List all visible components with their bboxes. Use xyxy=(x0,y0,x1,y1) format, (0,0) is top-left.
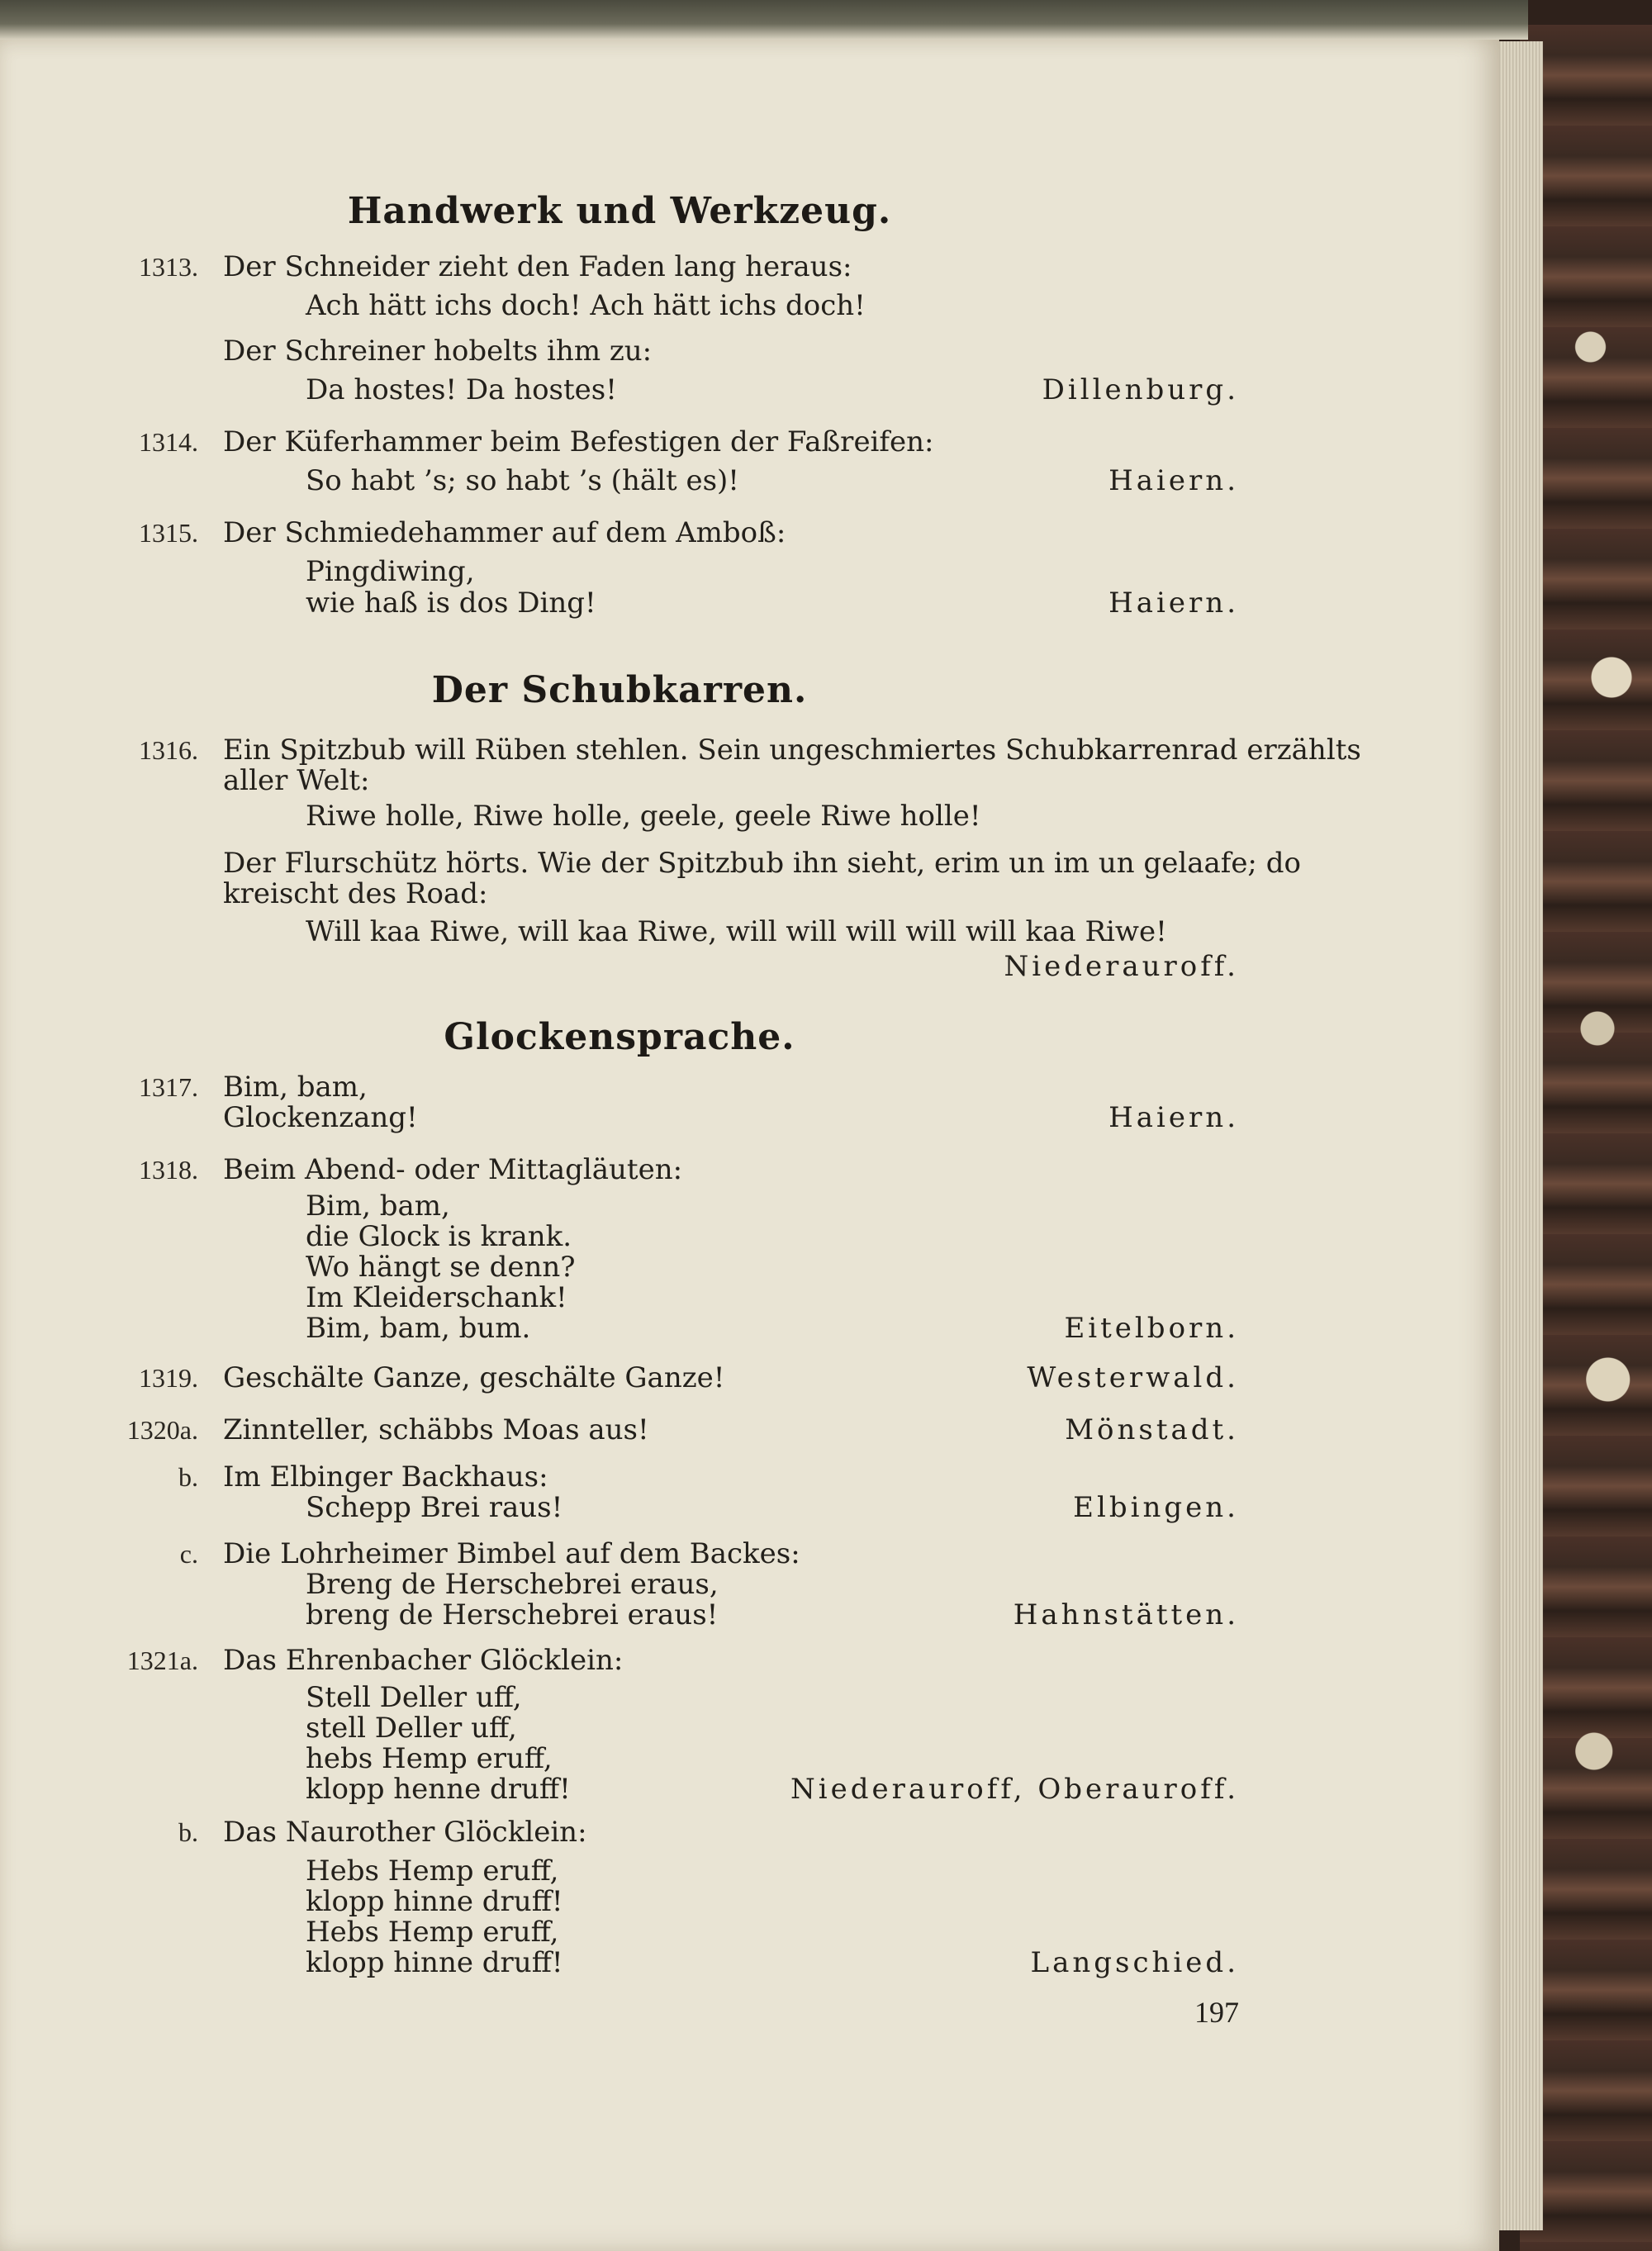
entry-line: die Glock is krank. xyxy=(306,1220,572,1253)
entry-line: Zinnteller, schäbbs Moas aus! xyxy=(223,1413,649,1446)
marbled-cover xyxy=(1569,99,1640,2164)
entry-line: klopp hinne druff! xyxy=(306,1885,563,1918)
place-name: Westerwald. xyxy=(1027,1361,1239,1394)
entry-line: Der Schneider zieht den Faden lang heraus: xyxy=(223,250,852,283)
place-name: Elbingen. xyxy=(1073,1491,1239,1524)
entry-number: 1318. xyxy=(139,1155,198,1185)
entry-number: 1320a. xyxy=(126,1415,198,1445)
entry-line: Bim, bam, bum. xyxy=(306,1312,531,1345)
entry-number: 1317. xyxy=(139,1072,198,1102)
entry-number: 1314. xyxy=(139,427,198,457)
entry-line: Die Lohrheimer Bimbel auf dem Backes: xyxy=(223,1537,800,1570)
entry-line: Will kaa Riwe, will kaa Riwe, will will will will will kaa Riwe! xyxy=(306,915,1167,948)
entry-line: Hebs Hemp eruff, xyxy=(306,1916,559,1949)
place-name: Haiern. xyxy=(1108,464,1239,497)
entry-line: klopp hinne druff! xyxy=(306,1946,563,1979)
entry-line: Geschälte Ganze, geschälte Ganze! xyxy=(223,1361,725,1394)
entry-line: Breng de Herschebrei eraus, xyxy=(306,1568,719,1601)
entry-line: Der Flurschütz hörts. Wie der Spitzbub ihn sieht, erim un im un gelaafe; do xyxy=(223,847,1301,880)
place-name: Hahnstätten. xyxy=(1013,1598,1239,1631)
place-name: Niederauroff. xyxy=(1004,950,1239,983)
entry-line: Das Naurother Glöcklein: xyxy=(223,1816,587,1849)
entry-line: Ach hätt ichs doch! Ach hätt ichs doch! xyxy=(306,289,866,322)
entry-line: Das Ehrenbacher Glöcklein: xyxy=(223,1644,624,1677)
entry-line: kreischt des Road: xyxy=(223,877,488,910)
entry-line: Schepp Brei raus! xyxy=(306,1491,563,1524)
place-name: Haiern. xyxy=(1108,1101,1239,1134)
entry-line: stell Deller uff, xyxy=(306,1712,517,1745)
entry-line: Wo hängt se denn? xyxy=(306,1251,576,1284)
entry-number: 1313. xyxy=(139,252,198,282)
entry-number: 1321a. xyxy=(126,1646,198,1675)
entry-line: Im Kleiderschank! xyxy=(306,1281,567,1314)
place-name: Eitelborn. xyxy=(1064,1312,1239,1345)
entry-line: Ein Spitzbub will Rüben stehlen. Sein ungeschmiertes Schubkarrenrad erzählts xyxy=(223,734,1361,767)
entry-line: Der Schreiner hobelts ihm zu: xyxy=(223,335,653,368)
entry-line: Im Elbinger Backhaus: xyxy=(223,1460,548,1494)
place-name: Langschied. xyxy=(1030,1946,1239,1979)
entry-number: c. xyxy=(179,1539,198,1569)
page-number: 197 xyxy=(1194,1996,1239,2029)
entry-number: 1316. xyxy=(139,735,198,765)
entry-number: 1319. xyxy=(139,1363,198,1393)
page-edges xyxy=(1493,41,1543,2230)
entry-line: Bim, bam, xyxy=(223,1071,368,1104)
entry-line: hebs Hemp eruff, xyxy=(306,1742,553,1775)
place-name: Haiern. xyxy=(1108,586,1239,620)
section-title: Der Schubkarren. xyxy=(431,669,808,711)
entry-line: wie haß is dos Ding! xyxy=(306,586,596,620)
entry-number: 1315. xyxy=(139,518,198,548)
entry-line: Der Küferhammer beim Befestigen der Faßreifen: xyxy=(223,425,934,458)
entry-line: aller Welt: xyxy=(223,764,370,797)
place-name: Mönstadt. xyxy=(1065,1413,1239,1446)
entry-number: b. xyxy=(178,1817,198,1847)
entry-line: Glockenzang! xyxy=(223,1101,418,1134)
entry-line: Hebs Hemp eruff, xyxy=(306,1854,559,1888)
entry-line: Riwe holle, Riwe holle, geele, geele Riwe holle! xyxy=(306,800,981,833)
entry-line: Da hostes! Da hostes! xyxy=(306,373,617,406)
section-title: Handwerk und Werkzeug. xyxy=(347,190,892,232)
entry-line: Bim, bam, xyxy=(306,1190,450,1223)
entry-line: Stell Deller uff, xyxy=(306,1681,522,1714)
place-name: Dillenburg. xyxy=(1042,373,1239,406)
entry-line: Der Schmiedehammer auf dem Amboß: xyxy=(223,516,786,549)
entry-line: Pingdiwing, xyxy=(306,555,475,588)
entry-line: klopp henne druff! xyxy=(306,1773,571,1806)
entry-line: Beim Abend- oder Mittagläuten: xyxy=(223,1153,683,1186)
section-title: Glockensprache. xyxy=(444,1016,795,1058)
place-name: Niederauroff, Oberauroff. xyxy=(790,1773,1239,1806)
entry-line: breng de Herschebrei eraus! xyxy=(306,1598,719,1631)
entry-line: So habt ’s; so habt ’s (hält es)! xyxy=(306,464,739,497)
entry-number: b. xyxy=(178,1462,198,1492)
